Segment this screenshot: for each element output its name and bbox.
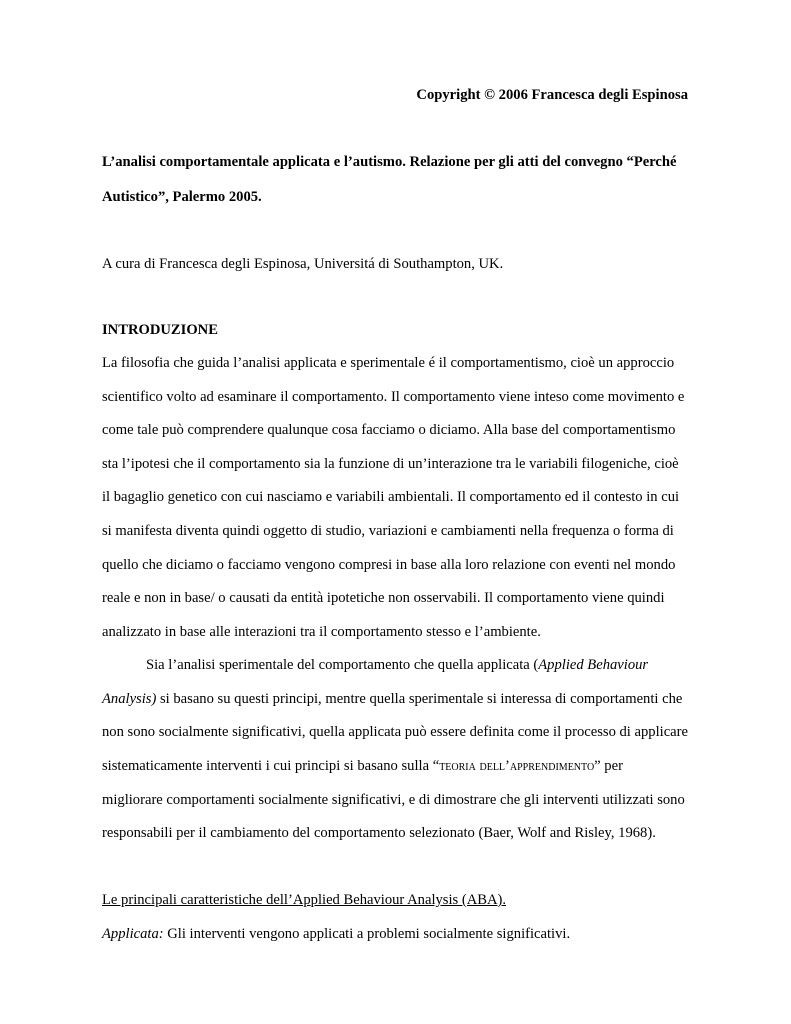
paragraph-2-text: ” per: [594, 758, 623, 774]
paragraph-1-line: scientifico volto ad esaminare il comportamento. Il comportamento viene inteso come movimento e: [102, 389, 685, 405]
title-line-2: Autistico”, Palermo 2005.: [102, 189, 262, 205]
paragraph-2-italic: Analysis): [102, 691, 157, 707]
paragraph-1-line: sta l’ipotesi che il comportamento sia la funzione di un’interazione tra le variabili filogeniche, cioè: [102, 456, 679, 472]
paragraph-2-line-6: responsabili per il cambiamento del comportamento selezionato (Baer, Wolf and Risley, 1968).: [102, 825, 656, 841]
paragraph-1-line: analizzato in base alle interazioni tra il comportamento stesso e l’ambiente.: [102, 624, 541, 640]
applicata-definition: [102, 924, 570, 944]
paragraph-2-line-3: non sono socialmente significativi, quella applicata può essere definita come il processo di applicare: [102, 724, 688, 740]
paragraph-2-smallcaps: teoria dell’apprendimento: [439, 758, 595, 774]
paragraph-2-text: Sia l’analisi sperimentale del comportamento che quella applicata (: [146, 657, 539, 673]
paragraph-2-line-5: migliorare comportamenti socialmente significativi, e di dimostrare che gli interventi utilizzati sono: [102, 792, 685, 808]
paragraph-2-italic: Applied Behaviour: [538, 657, 649, 673]
paragraph-2-line-4: [102, 756, 623, 776]
applicata-text: Gli interventi vengono applicati a problemi socialmente significativi.: [163, 926, 571, 942]
paragraph-2-line-1: [146, 655, 648, 675]
paragraph-1-line: come tale può comprendere qualunque cosa facciamo o diciamo. Alla base del comportamentismo: [102, 422, 676, 438]
title-line-1: L’analisi comportamentale applicata e l’autismo. Relazione per gli atti del convegno “Perché: [102, 154, 677, 170]
paragraph-2-text: si basano su questi principi, mentre quella sperimentale si interessa di comportamenti che: [156, 691, 683, 707]
byline: A cura di Francesca degli Espinosa, Universitá di Southampton, UK.: [102, 256, 504, 272]
paragraph-2-line-2: [102, 689, 682, 709]
copyright-notice: Copyright © 2006 Francesca degli Espinosa: [416, 87, 688, 103]
subsection-heading: Le principali caratteristiche dell’Applied Behaviour Analysis (ABA).: [102, 892, 507, 908]
paragraph-1-line: La filosofia che guida l’analisi applicata e sperimentale é il comportamentismo, cioè un approccio: [102, 355, 675, 371]
paragraph-2-text: sistematicamente interventi i cui principi si basano sulla “: [102, 758, 440, 774]
paragraph-1-line: si manifesta diventa quindi oggetto di studio, variazioni e cambiamenti nella frequenza o forma di: [102, 523, 674, 539]
paragraph-1-line: quello che diciamo o facciamo vengono compresi in base alla loro relazione con eventi nel mondo: [102, 557, 676, 573]
paragraph-1-line: il bagaglio genetico con cui nasciamo e variabili ambientali. Il comportamento ed il contesto in cui: [102, 489, 680, 505]
paragraph-1-line: reale e non in base/ o causati da entità ipotetiche non osservabili. Il comportamento viene quindi: [102, 590, 665, 606]
section-heading: INTRODUZIONE: [102, 322, 218, 338]
applicata-label: Applicata:: [102, 926, 164, 942]
